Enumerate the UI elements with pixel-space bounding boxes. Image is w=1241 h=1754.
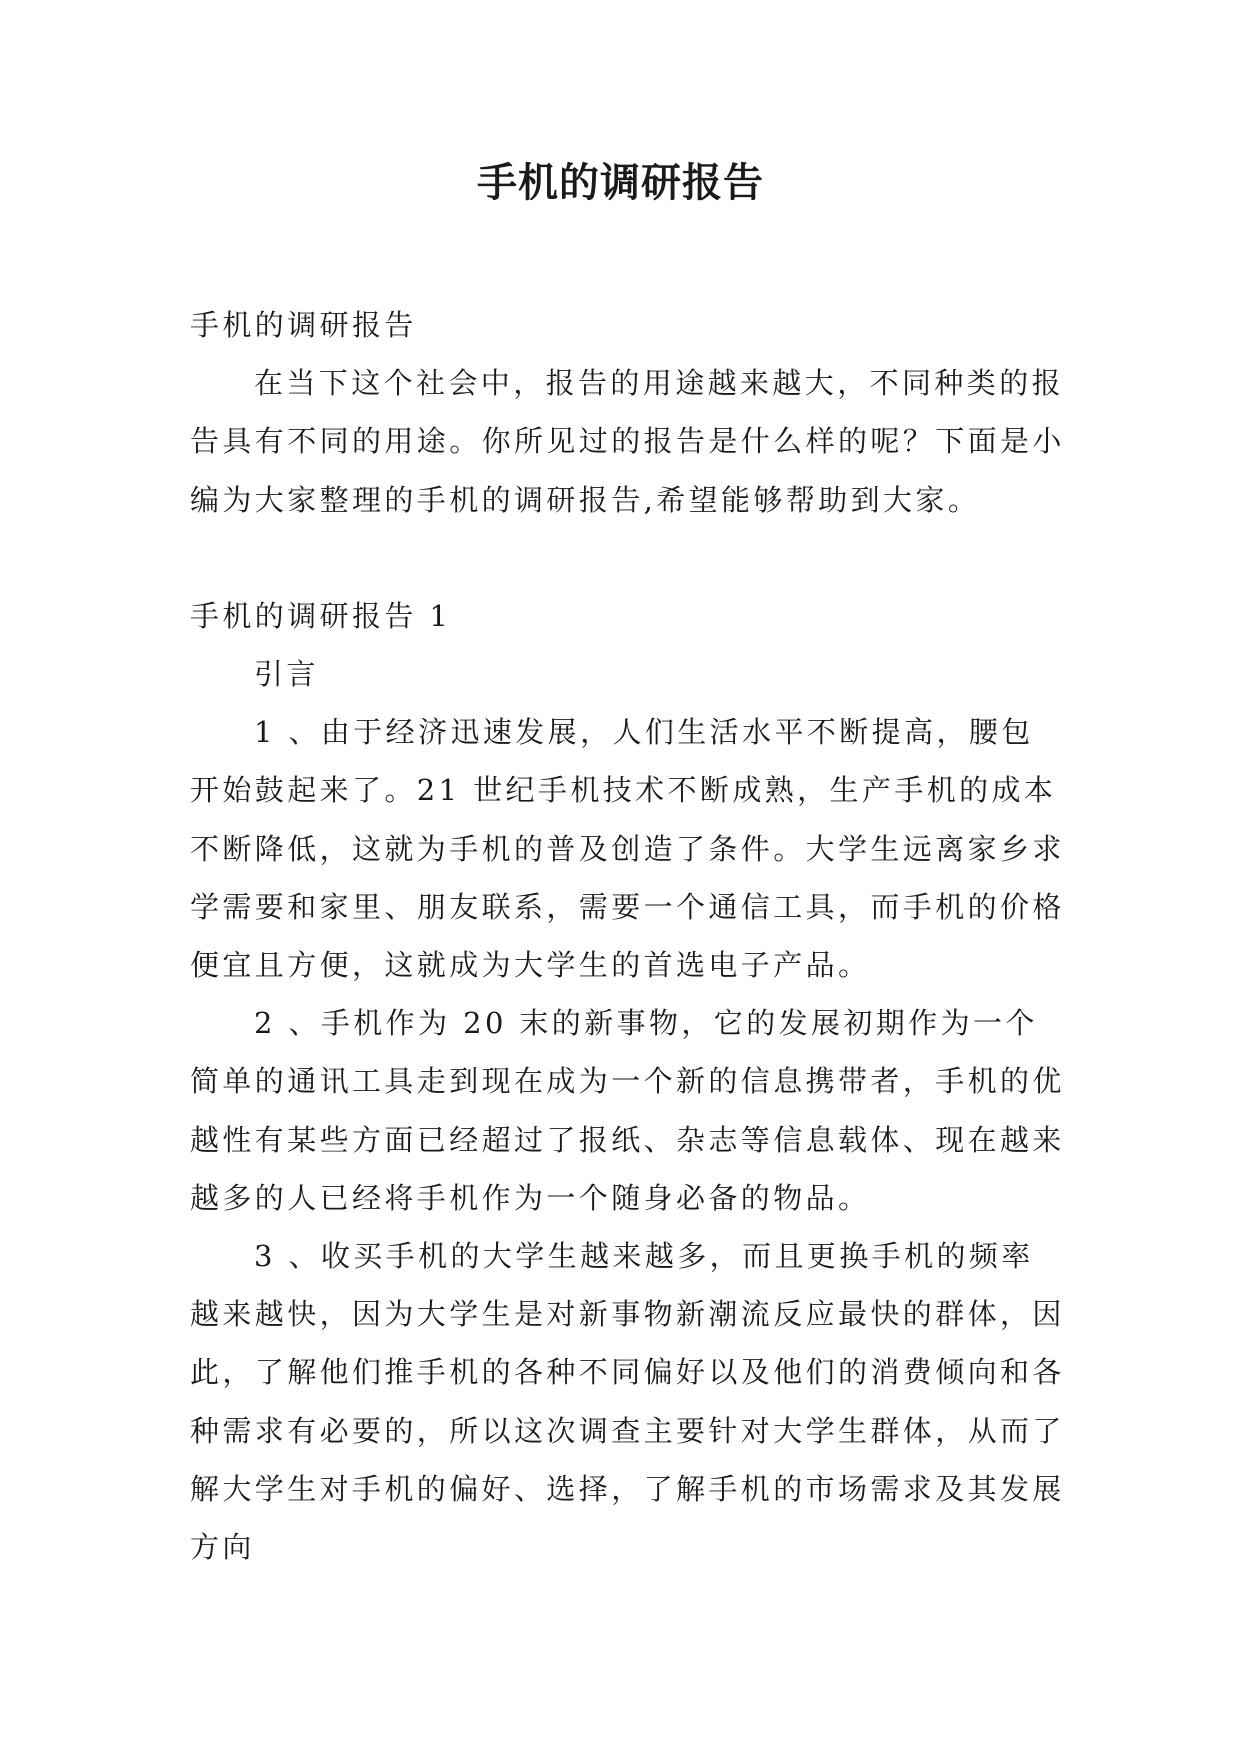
document-title: 手机的调研报告 (477, 160, 764, 206)
document-body (190, 296, 1065, 1576)
body-paragraph-2: 2 、手机作为 20 末的新事物，它的发展初期作为一个简单的通讯工具走到现在成为一个新的信息携带者，手机的优越性有某些方面已经超过了报纸、杂志等信息载体、现在越来越多的人已经将手机作为一个随身必备的物品。 (190, 1006, 1065, 1215)
section-subheading: 引言 (254, 657, 319, 692)
intro-paragraph: 在当下这个社会中，报告的用途越来越大，不同种类的报告具有不同的用途。你所见过的报告是什么样的呢？下面是小编为大家整理的手机的调研报告,希望能够帮助到大家。 (190, 366, 1065, 517)
section-heading: 手机的调研报告 1 (190, 598, 452, 633)
paragraph-gap (190, 529, 1065, 587)
document-subtitle: 手机的调研报告 (190, 308, 417, 342)
body-paragraph-3: 3 、收买手机的大学生越来越多，而且更换手机的频率越来越快，因为大学生是对新事物新潮流反应最快的群体，因此，了解他们推手机的各种不同偏好以及他们的消费倾向和各种需求有必要的，所以这次调查主要针对大学生群体，从而了解大学生对手机的偏好、选择，了解手机的市场需求及其发展方向 (190, 1239, 1065, 1565)
body-paragraph-1: 1 、由于经济迅速发展，人们生活水平不断提高，腰包开始鼓起来了。21 世纪手机技术不断成熟，生产手机的成本不断降低，这就为手机的普及创造了条件。大学生远离家乡求学需要和家里、朋友联系，需要一个通信工具，而手机的价格便宜且方便，这就成为大学生的首选电子产品。 (190, 715, 1065, 983)
